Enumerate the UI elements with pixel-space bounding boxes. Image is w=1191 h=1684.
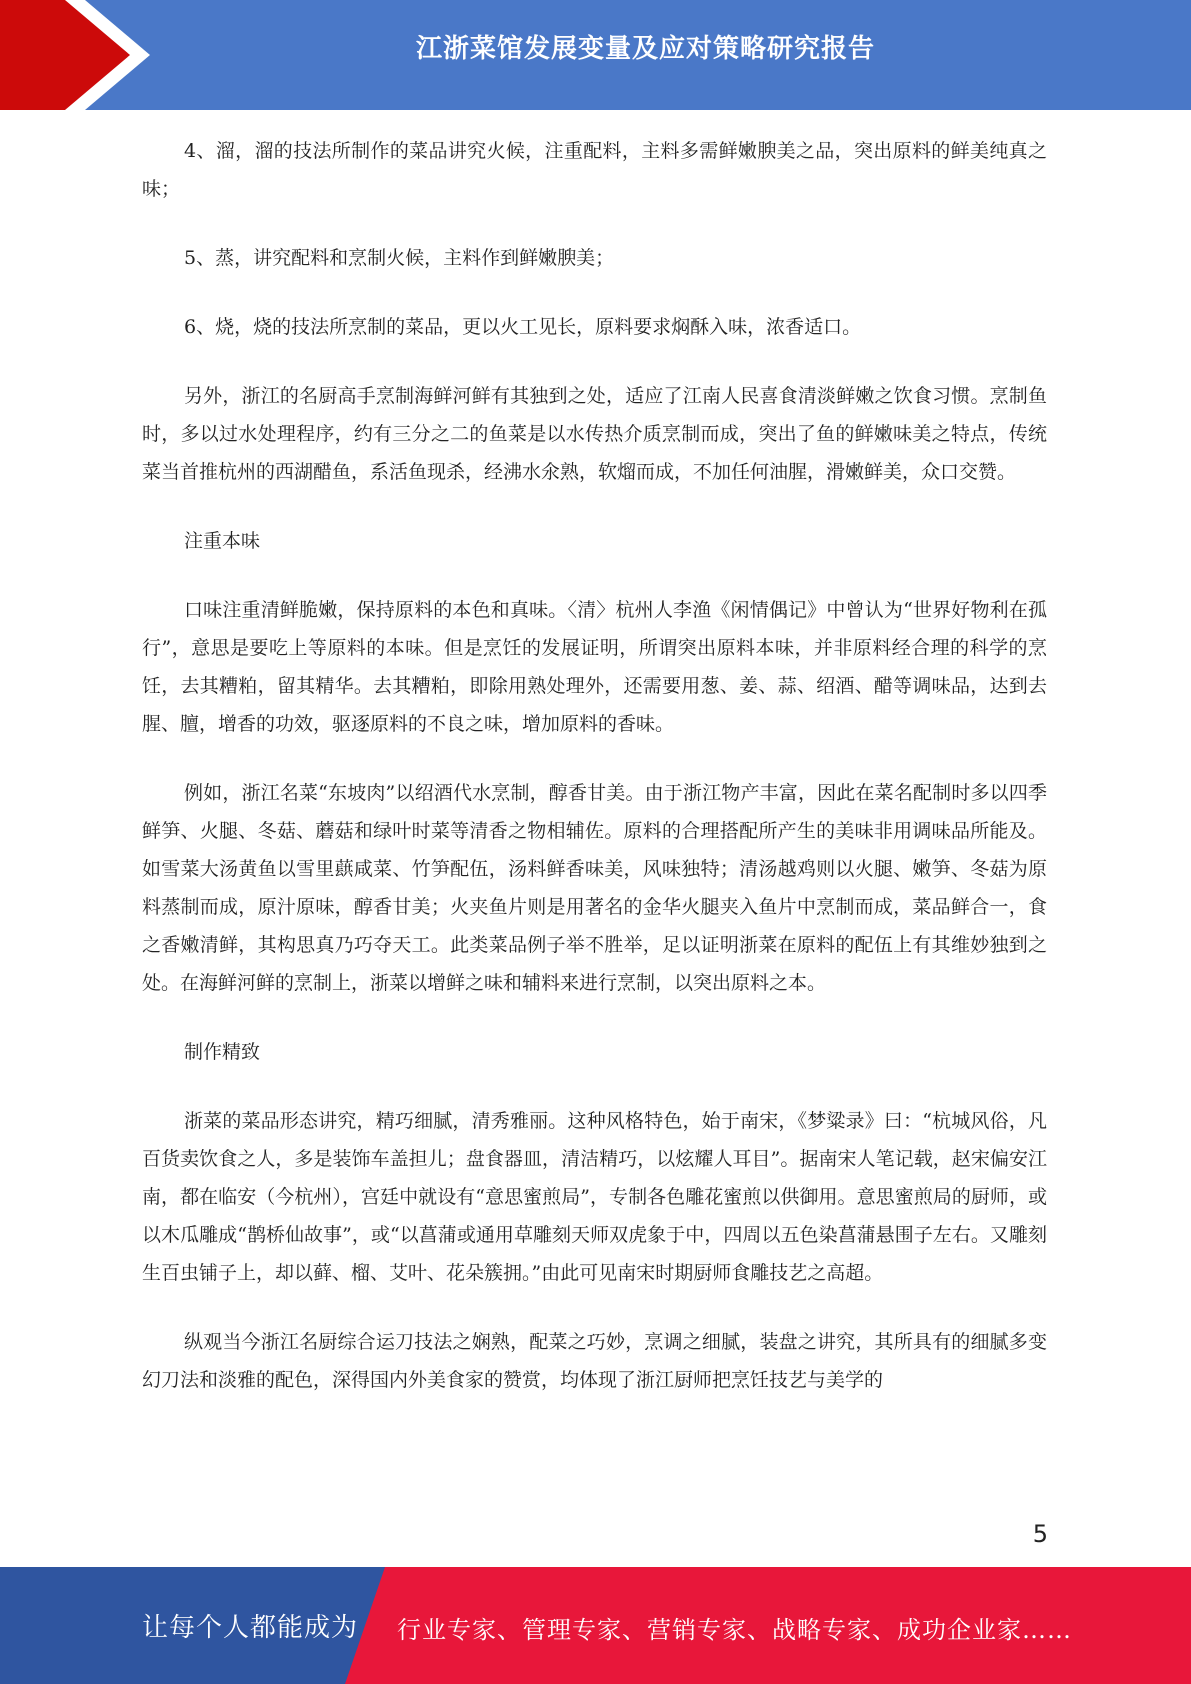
document-body [142, 132, 1047, 1430]
section-heading: 注重本味 [184, 530, 261, 552]
paragraph: 纵观当今浙江名厨综合运刀技法之娴熟，配菜之巧妙，烹调之细腻，装盘之讲究，其所具有的细腻多变幻刀法和淡雅的配色，深得国内外美食家的赞赏，均体现了浙江厨师把烹饪技艺与美学的 [142, 1331, 1047, 1391]
paragraph: 4、溜，溜的技法所制作的菜品讲究火候，注重配料，主料多需鲜嫩腴美之品，突出原料的鲜美纯真之味； [142, 140, 1047, 200]
paragraph: 浙菜的菜品形态讲究，精巧细腻，清秀雅丽。这种风格特色，始于南宋，《梦粱录》曰：“杭城风俗，凡百货卖饮食之人，多是装饰车盖担儿；盘食器皿，清洁精巧，以炫耀人耳目”。据南宋人笔记载，赵宋偏安江南，都在临安（今杭州），宫廷中就设有“意思蜜煎局”，专制各色雕花蜜煎以供御用。意思蜜煎局的厨师，或以木瓜雕成“鹊桥仙故事”，或“以菖蒲或通用草雕刻天师双虎象于中，四周以五色染菖蒲悬围子左右。又雕刻生百虫铺子上，却以藓、榴、艾叶、花朵簇拥。”由此可见南宋时期厨师食雕技艺之高超。 [142, 1110, 1047, 1284]
paragraph: 例如，浙江名菜“东坡肉”以绍酒代水烹制，醇香甘美。由于浙江物产丰富，因此在菜名配制时多以四季鲜笋、火腿、冬菇、蘑菇和绿叶时菜等清香之物相辅佐。原料的合理搭配所产生的美味非用调味品所能及。如雪菜大汤黄鱼以雪里蕻咸菜、竹笋配伍，汤料鲜香味美，风味独特；清汤越鸡则以火腿、嫩笋、冬菇为原料蒸制而成，原汁原味，醇香甘美；火夹鱼片则是用著名的金华火腿夹入鱼片中烹制而成，菜品鲜合一，食之香嫩清鲜，其构思真乃巧夺天工。此类菜品例子举不胜举，足以证明浙菜在原料的配伍上有其维妙独到之处。在海鲜河鲜的烹制上，浙菜以增鲜之味和辅料来进行烹制，以突出原料之本。 [142, 782, 1047, 994]
section-heading: 制作精致 [184, 1041, 261, 1063]
report-title: 江浙菜馆发展变量及应对策略研究报告 [415, 34, 875, 64]
page-header [0, 0, 1191, 110]
page-number: 5 [1032, 1520, 1048, 1548]
paragraph: 5、蒸，讲究配料和烹制火候，主料作到鲜嫩腴美； [184, 247, 615, 269]
paragraph: 6、烧，烧的技法所烹制的菜品，更以火工见长，原料要求焖酥入味，浓香适口。 [184, 316, 862, 338]
page-footer [0, 1567, 1191, 1684]
paragraph: 口味注重清鲜脆嫩，保持原料的本色和真味。〈清〉杭州人李渔《闲情偶记》中曾认为“世界好物利在孤行”，意思是要吃上等原料的本味。但是烹饪的发展证明，所谓突出原料本味，并非原料经合理的科学的烹饪，去其糟粕，留其精华。去其糟粕，即除用熟处理外，还需要用葱、姜、蒜、绍酒、醋等调味品，达到去腥、膻，增香的功效，驱逐原料的不良之味，增加原料的香味。 [142, 599, 1047, 735]
footer-slogan-left: 让每个人都能成为 [142, 1613, 359, 1643]
paragraph: 另外，浙江的名厨高手烹制海鲜河鲜有其独到之处，适应了江南人民喜食清淡鲜嫩之饮食习惯。烹制鱼时，多以过水处理程序，约有三分之二的鱼菜是以水传热介质烹制而成，突出了鱼的鲜嫩味美之特点，传统菜当首推杭州的西湖醋鱼，系活鱼现杀，经沸水氽熟，软熘而成，不加任何油腥，滑嫩鲜美，众口交赞。 [142, 385, 1047, 483]
footer-slogan-right: 行业专家、管理专家、营销专家、战略专家、成功企业家…… [397, 1616, 1072, 1644]
